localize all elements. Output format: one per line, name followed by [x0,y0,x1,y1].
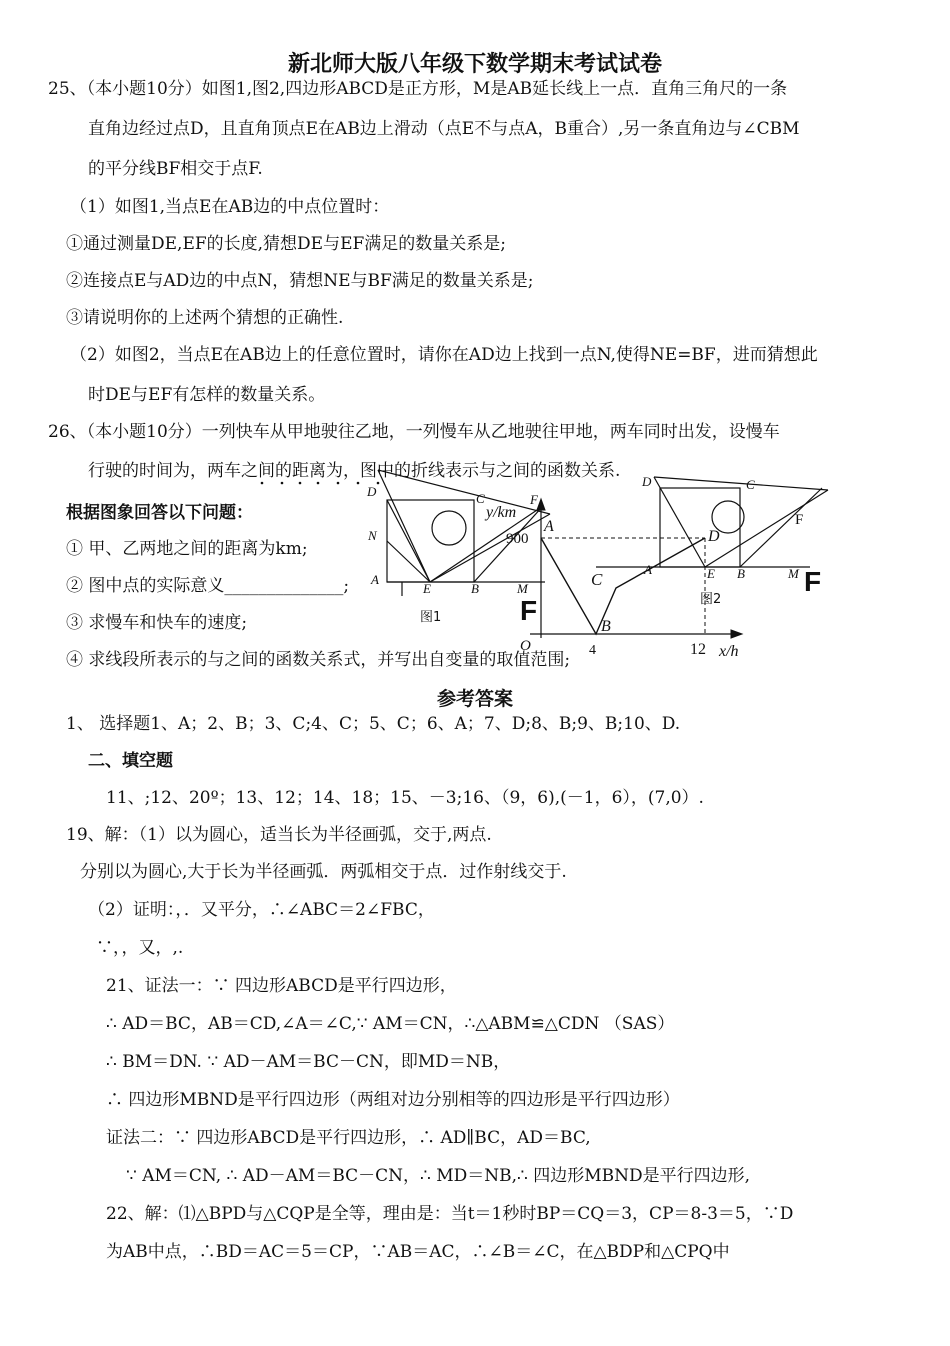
set-square-edge-1 [378,470,550,514]
q26-question-3: ③ 求慢车和快车的速度; [66,613,248,633]
graph-point-a: A [544,518,554,535]
answer-choice: 1、 选择题1、A；2、B；3、C;4、C；5、C；6、A；7、D;8、B;9、B;10、D. [66,714,681,734]
graph-point-d: D [708,528,720,545]
q26-line-1: 26、（本小题10分）一列快车从甲地驶往乙地，一列慢车从乙地驶往甲地，两车同时出发，设慢车 [48,422,780,442]
answer-21-6: ∵ AM＝CN, ∴ AD－AM＝BC－CN，∴ MD＝NB,∴ 四边形MBND是平行四边形, [126,1166,751,1186]
line-bf-2 [740,488,822,567]
answer-22-2: 为AB中点，∴BD＝AC＝5＝CP，∵AB＝AC，∴∠B＝∠C，在△BDP和△CPQ中 [106,1242,730,1262]
fig1-label-c: C [476,491,485,506]
fig2-label-f: F [795,512,804,528]
q25-item-2: ②连接点E与AD边的中点N，猜想NE与BF满足的数量关系是; [66,271,534,291]
fig1-label-e: E [423,581,431,596]
q26-line-2: 行驶的时间为，两车之间的距离为，图中的折线表示与之间的函数关系. [88,461,621,481]
answers-title: 参考答案 [436,688,513,710]
answer-21-4: ∴ 四边形MBND是平行四边形（两组对边分别相等的四边形是平行四边形） [106,1090,680,1110]
graph-x-tick-4: 4 [589,643,596,658]
fig2-label-a: A [644,562,652,577]
q25-line-1: 25、（本小题10分）如图1,图2,四边形ABCD是正方形，M是AB延长线上一点．直角三角尺的一条 [48,79,788,99]
answer-19-3: （2）证明：，．又平分，∴∠ABC＝2∠FBC， [88,900,435,920]
fig1-label-b: B [471,581,479,596]
graph-xlabel: x/h [719,643,739,660]
x-axis-arrow [731,630,742,638]
q26-question-1: ① 甲、乙两地之间的距离为km; [66,539,308,559]
answer-21-1: 21、证法一：∵ 四边形ABCD是平行四边形， [106,976,457,996]
q25-line-3: 的平分线BF相交于点F. [88,159,263,179]
line-de-2 [654,477,705,567]
graph-polyline [541,538,705,634]
answer-21-3: ∴ BM＝DN. ∵ AD－AM＝BC－CN，即MD＝NB， [106,1052,511,1072]
answer-19-2: 分别以为圆心,大于长为半径画弧．两弧相交于点．过作射线交于. [80,862,567,882]
set-square-edge-2 [378,470,430,582]
graph-point-b: B [601,618,611,635]
big-f-left: F [520,595,538,626]
fig1-label-d: D [367,484,377,499]
circle-hole-2 [712,501,744,533]
answer-21-2: ∴ AD＝BC，AB＝CD,∠A＝∠C,∵ AM＝CN，∴△ABM≌△CDN （SAS） [106,1014,675,1034]
line-de [387,500,430,582]
answer-blank: ______________; [224,576,350,596]
fig2-caption: 图2 [700,592,722,607]
fig1-label-n: N [368,528,377,543]
line-ne [387,541,430,582]
graph-point-c: C [591,570,603,589]
fig1-caption: 图1 [420,610,442,625]
fig2-label-d: D [642,474,652,489]
fig1-label-f: F [530,492,538,507]
graph-x-tick-12: 12 [690,641,706,658]
answer-fill: 11、;12、20º；13、12；14、18；15、－3;16、（9，6),(－1，6），(7,0）. [106,788,704,808]
answer-22-1: 22、解：⑴△BPD与△CQP是全等，理由是：当t＝1秒时BP＝CQ＝3，CP＝8-3＝5，∵D [106,1204,794,1224]
answer-21-5: 证法二：∵ 四边形ABCD是平行四边形，∴ AD∥BC，AD＝BC, [106,1128,591,1148]
q25-part2: （2）如图2，当点E在AB边上的任意位置时，请你在AD边上找到一点N,使得NE=BF，进而猜想此 [70,345,818,365]
answer-19-4: ∵，，又，,. [96,938,184,958]
figure-2 [596,477,828,567]
q26-question-4: ④ 求线段所表示的与之间的函数关系式，并写出自变量的取值范围; [66,650,571,670]
square-abcd [387,500,474,582]
figure-2-labels [641,474,803,581]
fig1-label-m: M [517,581,528,596]
fig2-label-e: E [707,566,715,581]
dotted-underline [261,482,380,485]
q26-question-2-text: ② 图中点的实际意义 [66,576,225,596]
big-f-right: F [804,566,822,597]
page-title: 新北师大版八年级下数学期末考试试卷 [287,52,662,77]
fig2-label-c: C [746,477,755,492]
graph-y-tick: 900 [506,531,529,547]
circle-hole [432,511,466,545]
q25-line-2: 直角边经过点D，且直角顶点E在AB边上滑动（点E不与点A，B重合）,另一条直角边与∠CBM [88,119,800,139]
q25-item-1: ①通过测量DE,EF的长度,猜想DE与EF满足的数量关系是; [66,234,507,254]
square-abcd-2 [660,488,740,567]
fig1-label-a: A [371,572,379,587]
fig2-label-b: B [737,566,745,581]
graph-origin: O [520,638,531,654]
q25-part1: （1）如图1,当点E在AB边的中点位置时： [70,197,390,217]
answer-section-2: 二、填空题 [88,751,173,771]
q25-item-3: ③请说明你的上述两个猜想的正确性. [66,308,344,328]
answer-19-1: 19、解：（1）以为圆心，适当长为半径画弧，交于,两点. [66,825,492,845]
y-axis-arrow [537,499,545,510]
set-square-edge-3 [430,514,550,582]
q25-part2-cont: 时DE与EF有怎样的数量关系。 [88,385,326,405]
graph-ylabel: y/km [486,504,517,521]
q26-heading: 根据图象回答以下问题： [66,503,253,523]
fig2-label-m: M [788,566,799,581]
